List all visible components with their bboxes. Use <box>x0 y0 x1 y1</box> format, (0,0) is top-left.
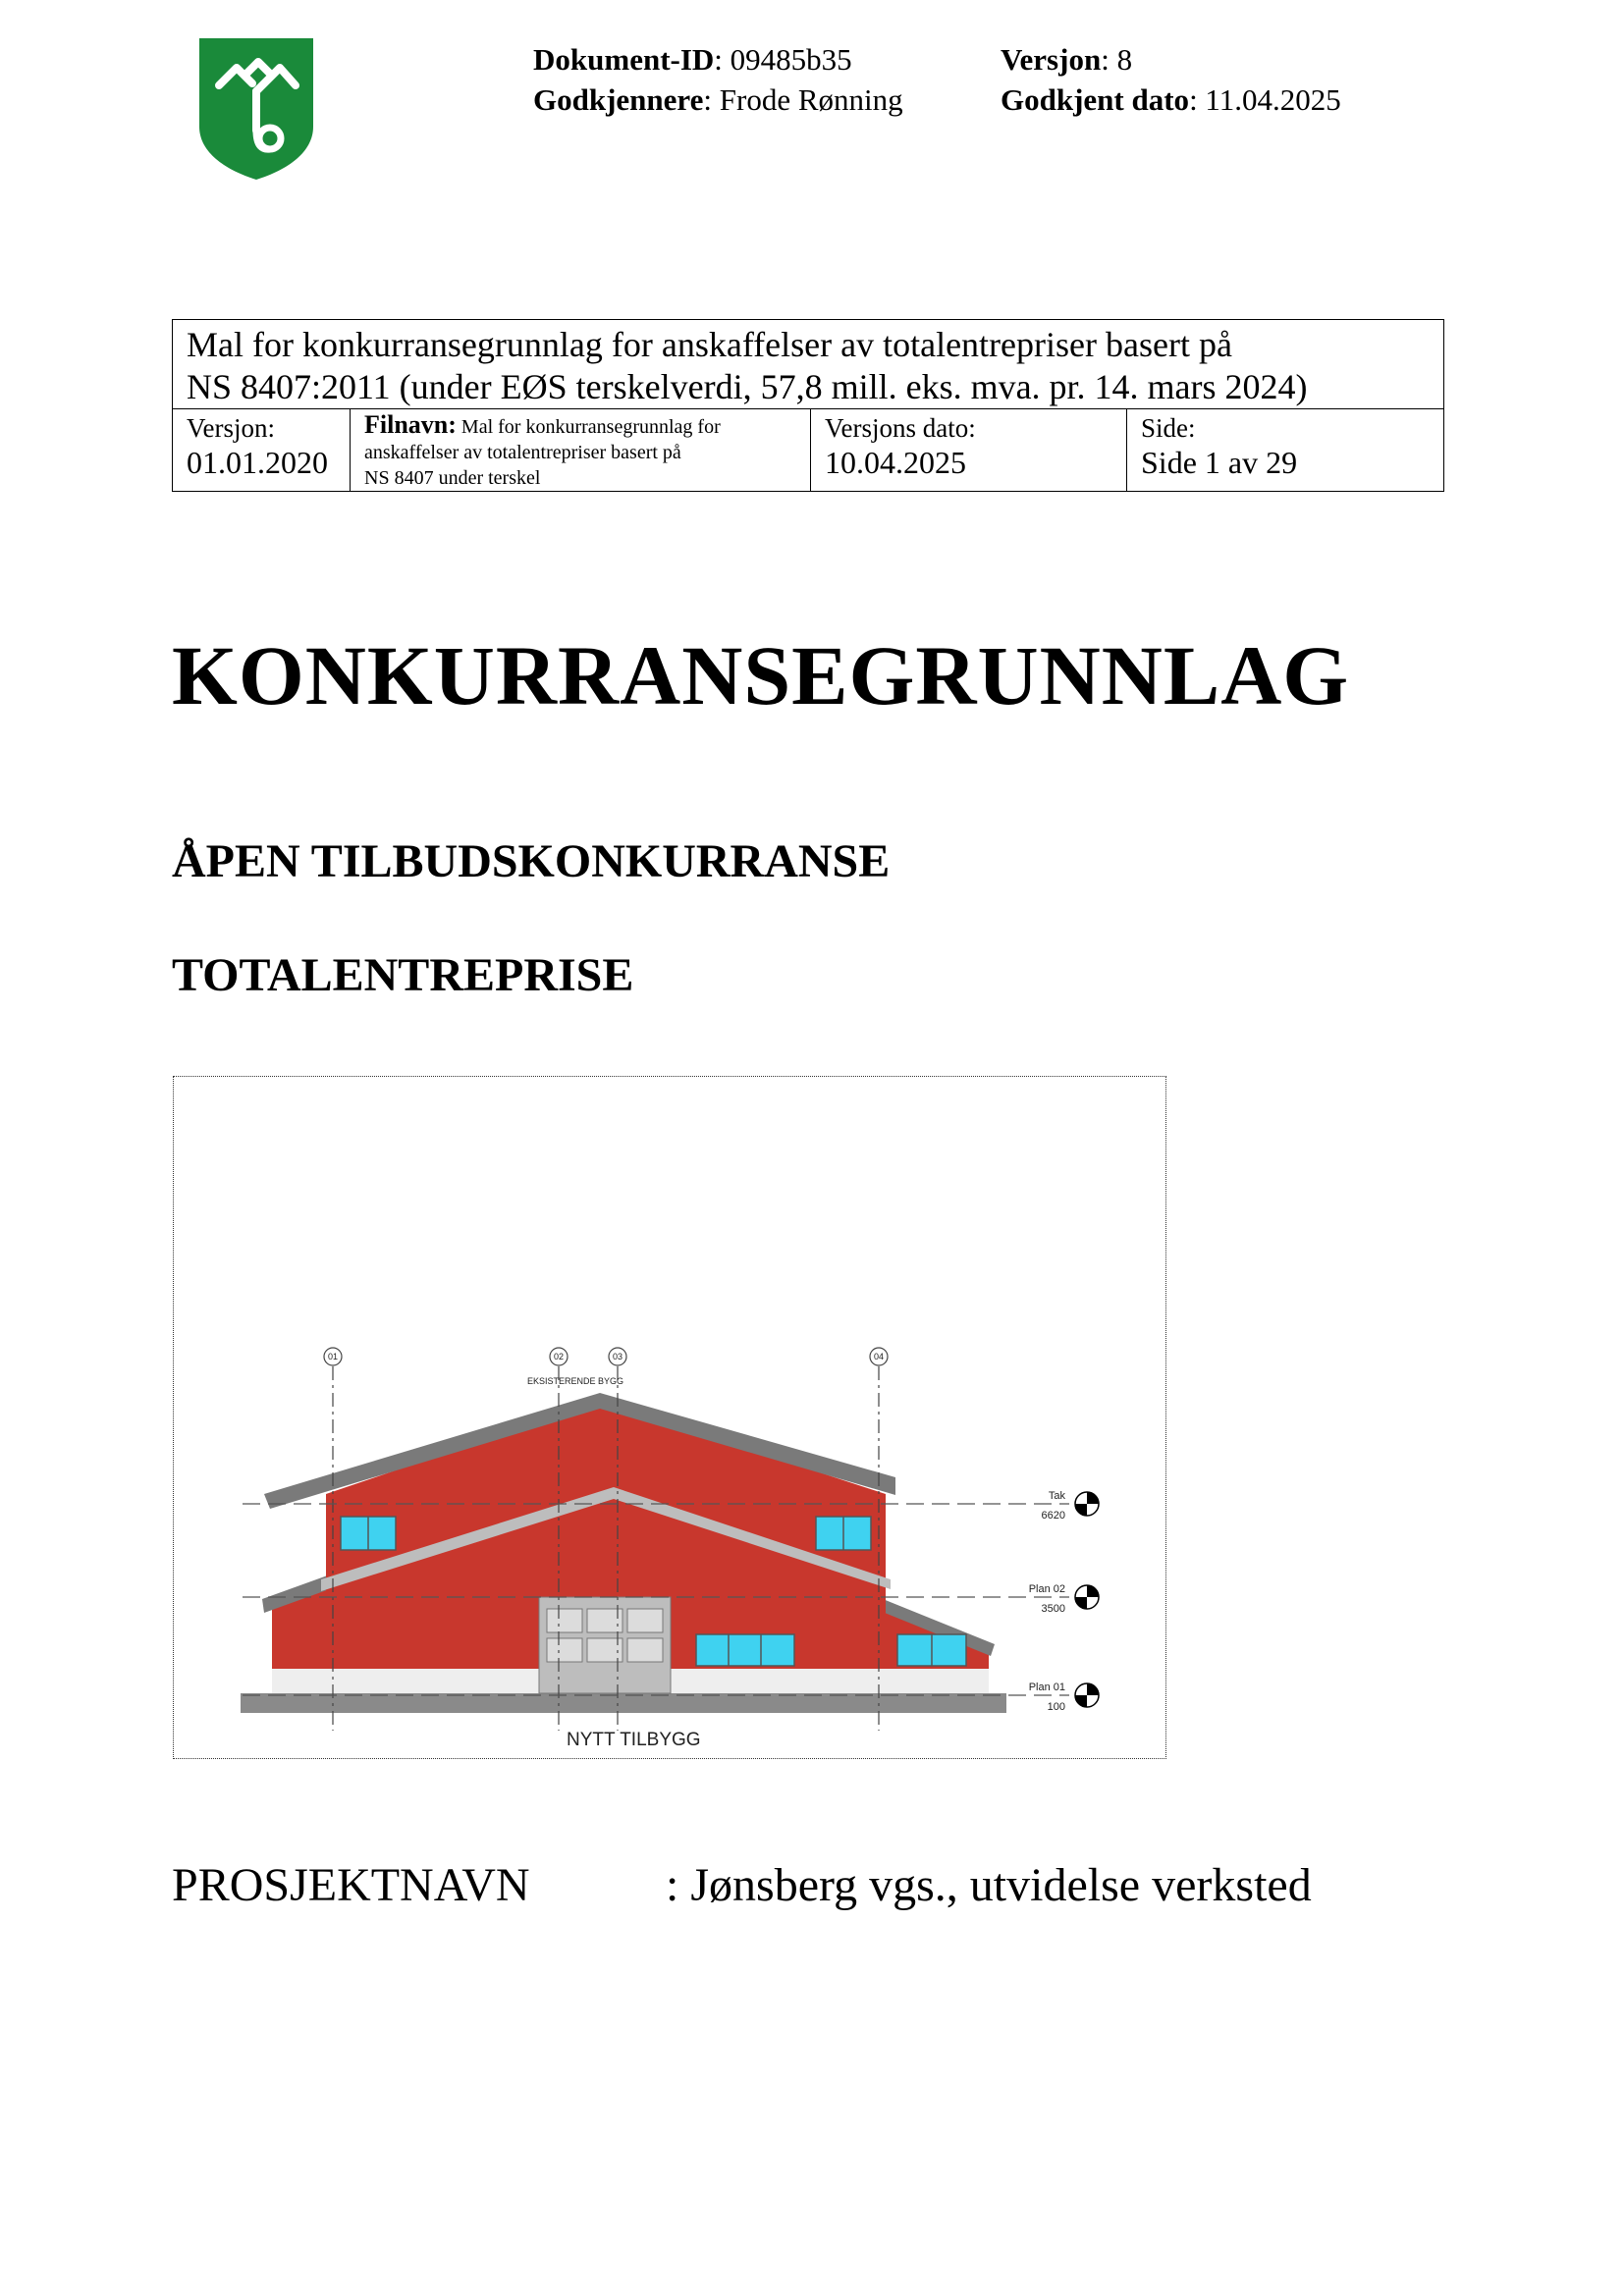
page-value: Side 1 av 29 <box>1141 445 1298 480</box>
version-value: : 8 <box>1101 42 1133 77</box>
template-title-line2: NS 8407:2011 (under EØS terskelverdi, 57,8 mill. eks. mva. pr. 14. mars 2024) <box>187 367 1308 406</box>
header-meta-left <box>533 39 903 120</box>
level-tak-name: Tak <box>1048 1490 1065 1502</box>
axis-04-label: 04 <box>873 1352 885 1362</box>
axis-01-label: 01 <box>327 1352 339 1362</box>
document-id-row <box>533 39 903 80</box>
approved-date-row <box>1001 80 1341 120</box>
filename-cell <box>351 409 811 491</box>
approvers-value: : Frode Rønning <box>703 82 903 117</box>
axis-02-label: 02 <box>553 1352 565 1362</box>
version-cell <box>173 409 351 491</box>
axis-03-label: 03 <box>612 1352 623 1362</box>
project-name-label: PROSJEKTNAVN <box>172 1859 530 1911</box>
municipality-logo <box>197 36 315 182</box>
filename-line3: NS 8407 under terskel <box>364 467 541 489</box>
contract-type: TOTALENTREPRISE <box>172 949 634 1001</box>
filename-line2: anskaffelser av totalentrepriser basert på <box>364 442 681 463</box>
document-title: KONKURRANSEGRUNNLAG <box>172 628 1350 722</box>
table-version-label: Versjon: <box>187 413 275 443</box>
page-cell <box>1127 409 1443 491</box>
version-row <box>1001 39 1341 80</box>
version-date-value: 10.04.2025 <box>825 445 966 480</box>
approvers-row <box>533 80 903 120</box>
filename-label: Filnavn: <box>364 410 457 439</box>
level-plan02-value: 3500 <box>1041 1603 1065 1615</box>
document-id-label: Dokument-ID <box>533 42 715 77</box>
filename-text1: Mal for konkurransegrunnlag for <box>460 416 721 438</box>
version-label: Versjon <box>1001 42 1102 77</box>
project-name-value: : Jønsberg vgs., utvidelse verksted <box>666 1859 1312 1911</box>
ground-strip <box>241 1693 1006 1713</box>
document-id-value: : 09485b35 <box>714 42 852 77</box>
template-title-cell <box>173 320 1443 409</box>
level-plan01-name: Plan 01 <box>1028 1682 1065 1693</box>
template-title-line1: Mal for konkurransegrunnlag for anskaffelser av totalentrepriser basert på <box>187 325 1232 364</box>
existing-building-label: EKSISTERENDE BYGG <box>527 1376 624 1386</box>
version-date-label: Versjons dato: <box>825 413 976 443</box>
approvers-label: Godkjennere <box>533 82 704 117</box>
level-tak-value: 6620 <box>1041 1510 1065 1522</box>
approved-date-value: : 11.04.2025 <box>1189 82 1341 117</box>
page-label: Side: <box>1141 413 1196 443</box>
table-version-value: 01.01.2020 <box>187 445 328 480</box>
building-elevation-figure <box>173 1076 1166 1759</box>
version-date-cell <box>811 409 1127 491</box>
approved-date-label: Godkjent dato <box>1001 82 1190 117</box>
competition-type: ÅPEN TILBUDSKONKURRANSE <box>172 835 891 887</box>
level-plan02-name: Plan 02 <box>1028 1583 1065 1595</box>
template-info-table <box>172 319 1444 492</box>
filename-line1 <box>364 412 796 440</box>
new-building-label: NYTT TILBYGG <box>567 1730 701 1750</box>
level-markers <box>1075 1492 1099 1707</box>
header-meta-right <box>1001 39 1341 120</box>
level-plan01-value: 100 <box>1047 1701 1065 1713</box>
